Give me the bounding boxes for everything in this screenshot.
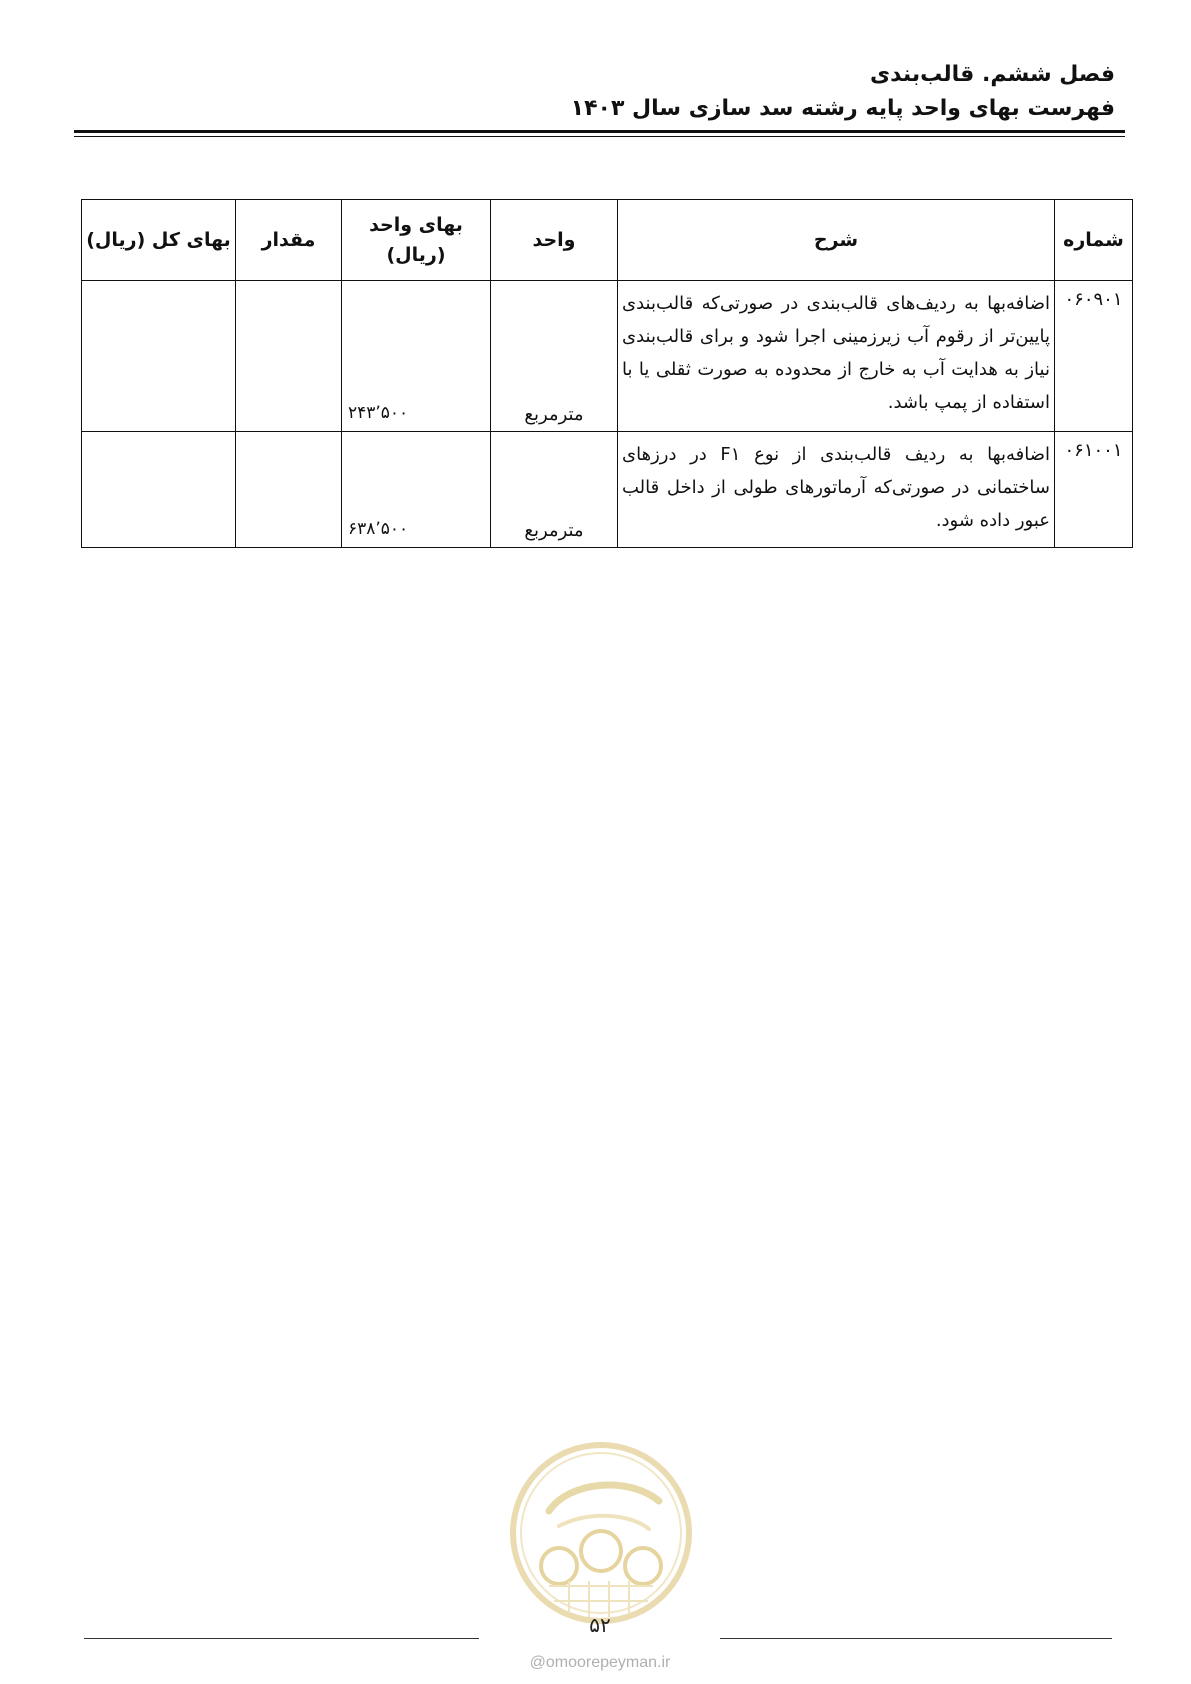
table-row — [82, 281, 1133, 432]
price-list-title: فهرست بهای واحد پایه رشته سد سازی سال ۱۴۰۳ — [570, 96, 1115, 121]
row-quantity — [236, 281, 342, 432]
column-header-quantity: مقدار — [236, 200, 342, 281]
row-total-price — [82, 281, 236, 432]
unit-price-header-line2: (ریال) — [386, 244, 446, 266]
omoorepeyman-logo-icon — [509, 1441, 693, 1625]
chapter-title: فصل ششم. قالب‌بندی — [870, 62, 1115, 87]
page-number: ۵۲ — [589, 1613, 611, 1637]
table-row — [82, 432, 1133, 548]
header-rule — [74, 130, 1125, 133]
page-header — [75, 58, 1115, 126]
row-description: اضافه‌بها به ردیف‌های قالب‌بندی در صورتی‌که قالب‌بندی پایین‌تر از رقوم آب زیرزمینی اجرا شود و برای قالب‌بندی نیاز به هدایت آب به خارج از محدوده به صورت ثقلی یا با استفاده از پمپ باشد. — [618, 281, 1055, 432]
row-quantity — [236, 432, 342, 548]
column-header-number: شماره — [1055, 200, 1133, 281]
row-description: اضافه‌بها به ردیف قالب‌بندی از نوع F۱ در درزهای ساختمانی در صورتی‌که آرماتورهای طولی از داخل قالب عبور داده شود. — [618, 432, 1055, 548]
website-watermark: @omoorepeyman.ir — [529, 1654, 671, 1671]
row-unit-price: ۶۳۸٬۵۰۰ — [342, 432, 491, 548]
row-number: ۰۶۱۰۰۱ — [1055, 432, 1133, 548]
row-unit-price: ۲۴۳٬۵۰۰ — [342, 281, 491, 432]
row-unit: مترمربع — [491, 281, 618, 432]
row-unit: مترمربع — [491, 432, 618, 548]
footer-rule-left — [84, 1638, 479, 1639]
column-header-unit: واحد — [491, 200, 618, 281]
column-header-unit-price — [342, 200, 491, 281]
column-header-description: شرح — [618, 200, 1055, 281]
unit-price-header-line1: بهای واحد — [369, 214, 463, 236]
column-header-total-price: بهای کل (ریال) — [82, 200, 236, 281]
table-header-row — [82, 200, 1133, 281]
header-rule-thin — [74, 136, 1125, 137]
row-total-price — [82, 432, 236, 548]
footer-rule-right — [720, 1638, 1112, 1639]
row-number: ۰۶۰۹۰۱ — [1055, 281, 1133, 432]
price-table — [81, 199, 1133, 548]
